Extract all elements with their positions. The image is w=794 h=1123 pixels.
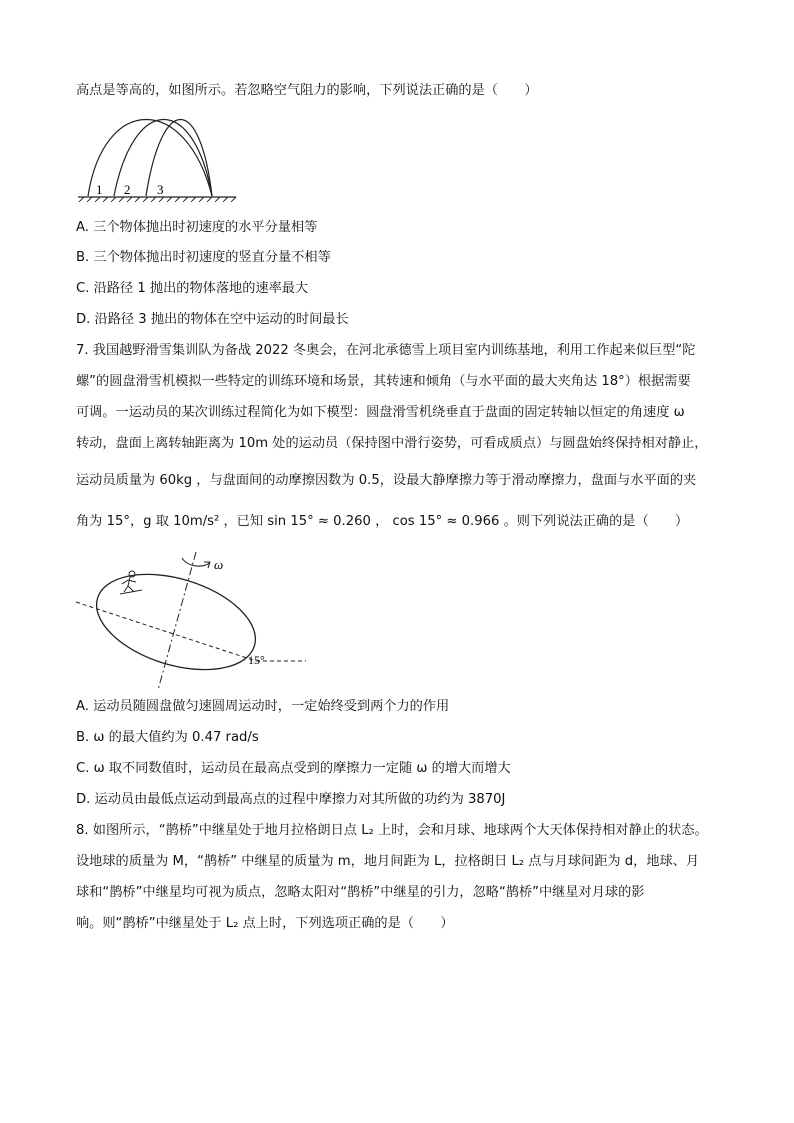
q8-stem-line-1: 8. 如图所示，“鹊桥”中继星处于地月拉格朗日点 L₂ 上时，会和月球、地球两个大天体保持相对静止的状态。 bbox=[76, 823, 708, 838]
q7-stem-line-2: 螺”的圆盘滑雪机模拟一些特定的训练环境和场景，其转速和倾角（与水平面的最大夹角达 18°）根据需要 bbox=[76, 374, 691, 389]
q6-option-b: B. 三个物体抛出时初速度的竖直分量不相等 bbox=[76, 250, 331, 265]
ski-disc-figure bbox=[70, 546, 320, 692]
q7-stem-line-1: 7. 我国越野滑雪集训队为备战 2022 冬奥会，在河北承德雪上项目室内训练基地，利用工作起来似巨型“陀 bbox=[76, 343, 696, 358]
angle-label: 15° bbox=[248, 653, 265, 667]
q7-option-c: C. ω 取不同数值时，运动员在最高点受到的摩擦力一定随 ω 的增大而增大 bbox=[76, 761, 511, 776]
q8-stem-line-2: 设地球的质量为 M，“鹊桥” 中继星的质量为 m，地月间距为 L，拉格朗日 L₂ 点与月球间距为 d，地球、月 bbox=[76, 854, 700, 869]
q7-option-b: B. ω 的最大值约为 0.47 rad/s bbox=[76, 730, 259, 745]
ground-hatching bbox=[79, 197, 236, 202]
q6-option-c: C. 沿路径 1 抛出的物体落地的速率最大 bbox=[76, 281, 309, 296]
omega-label: ω bbox=[214, 557, 224, 572]
path-label-3: 3 bbox=[157, 182, 164, 197]
q7-option-d: D. 运动员由最低点运动到最高点的过程中摩擦力对其所做的功约为 3870J bbox=[76, 792, 506, 807]
q7-option-a: A. 运动员随圆盘做匀速圆周运动时，一定始终受到两个力的作用 bbox=[76, 699, 450, 714]
disc-ellipse bbox=[85, 557, 267, 687]
q8-stem-line-4: 响。则“鹊桥”中继星处于 L₂ 点上时，下列选项正确的是（ ） bbox=[76, 916, 454, 931]
q6-option-d: D. 沿路径 3 抛出的物体在空中运动的时间最长 bbox=[76, 312, 349, 327]
projectile-paths-figure bbox=[76, 104, 240, 202]
path-label-1: 1 bbox=[96, 182, 103, 197]
q7-stem-line-4: 转动，盘面上离转轴距离为 10m 处的运动员（保持图中滑行姿势，可看成质点）与圆盘始终保持相对静止， bbox=[76, 436, 708, 451]
q7-stem-line-6: 角为 15°，g 取 10m/s² ，已知 sin 15° ≈ 0.260 ， cos 15° ≈ 0.966 。则下列说法正确的是（ ） bbox=[76, 514, 689, 529]
path-1-arc bbox=[88, 120, 212, 197]
q8-stem-line-3: 球和“鹊桥”中继星均可视为质点，忽略太阳对“鹊桥”中继星的引力，忽略“鹊桥”中继星对月球的影 bbox=[76, 885, 645, 900]
q6-stem-tail: 高点是等高的，如图所示。若忽略空气阻力的影响，下列说法正确的是（ ） bbox=[76, 83, 538, 98]
incline-dashed-line bbox=[76, 602, 256, 661]
q7-stem-line-5: 运动员质量为 60kg ，与盘面间的动摩擦因数为 0.5，设最大静摩擦力等于滑动摩擦力，盘面与水平面的夹 bbox=[76, 473, 697, 488]
path-label-2: 2 bbox=[124, 182, 131, 197]
q6-option-a: A. 三个物体抛出时初速度的水平分量相等 bbox=[76, 220, 318, 235]
q7-stem-line-3: 可调。一运动员的某次训练过程简化为如下模型：圆盘滑雪机绕垂直于盘面的固定转轴以恒定的角速度 ω bbox=[76, 405, 685, 420]
